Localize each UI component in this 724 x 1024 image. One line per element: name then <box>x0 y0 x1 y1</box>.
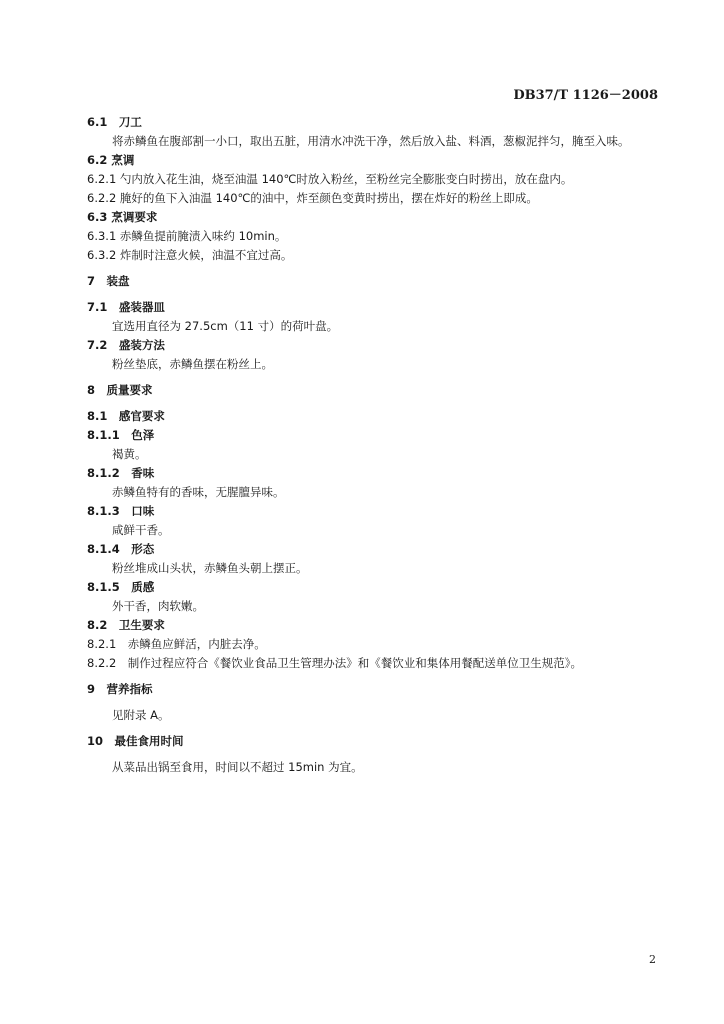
chapter-heading: 9 营养指标 <box>87 682 153 696</box>
section-heading: 8.1.4 形态 <box>87 542 155 556</box>
clause-line: 8.2.1 赤鳞鱼应鲜活，内脏去净。 <box>87 637 266 651</box>
clause-line: 6.3.1 赤鳞鱼提前腌渍入味约 10min。 <box>87 229 287 243</box>
page-number: 2 <box>649 953 656 966</box>
section-heading: 6.3 烹调要求 <box>87 210 158 224</box>
clause-line: 6.3.2 炸制时注意火候，油温不宜过高。 <box>87 248 293 262</box>
clause-line: 8.2.2 制作过程应符合《餐饮业食品卫生管理办法》和《餐饮业和集体用餐配送单位卫生规范》。 <box>87 656 583 670</box>
body-paragraph: 将赤鳞鱼在腹部割一小口，取出五脏，用清水冲洗干净，然后放入盐、料酒，葱椒泥拌匀，腌至入味。 <box>112 134 630 148</box>
clause-line: 6.2.2 腌好的鱼下入油温 140℃的油中，炸至颜色变黄时捞出，摆在炸好的粉丝上即成。 <box>87 191 538 205</box>
body-text: 粉丝堆成山头状，赤鳞鱼头朝上摆正。 <box>112 561 308 575</box>
document-body <box>87 113 672 777</box>
clause-line: 6.2.1 勺内放入花生油，烧至油温 140℃时放入粉丝，至粉丝完全膨胀变白时捞出，放在盘内。 <box>87 172 573 186</box>
section-heading: 7.1 盛装器皿 <box>87 300 165 314</box>
section-heading: 8.1.2 香味 <box>87 466 155 480</box>
chapter-heading: 7 装盘 <box>87 274 130 288</box>
body-text: 外干香，肉软嫩。 <box>112 599 204 613</box>
body-text: 从菜品出锅至食用，时间以不超过 15min 为宜。 <box>112 760 363 774</box>
section-heading: 8.1 感官要求 <box>87 409 165 423</box>
body-text: 褐黄。 <box>112 447 147 461</box>
section-heading: 6.1 刀工 <box>87 115 142 129</box>
body-text: 咸鲜干香。 <box>112 523 170 537</box>
section-heading: 8.2 卫生要求 <box>87 618 165 632</box>
body-text: 赤鳞鱼特有的香味，无腥膻异味。 <box>112 485 285 499</box>
section-heading: 7.2 盛装方法 <box>87 338 165 352</box>
body-text: 宜选用直径为 27.5cm（11 寸）的荷叶盘。 <box>112 319 339 333</box>
document-number: DB37/T 1126－2008 <box>513 88 658 103</box>
chapter-heading: 10 最佳食用时间 <box>87 734 184 748</box>
section-heading: 6.2 烹调 <box>87 153 135 167</box>
section-heading: 8.1.1 色泽 <box>87 428 155 442</box>
chapter-heading: 8 质量要求 <box>87 383 153 397</box>
body-text: 粉丝垫底，赤鳞鱼摆在粉丝上。 <box>112 357 273 371</box>
section-heading: 8.1.5 质感 <box>87 580 155 594</box>
body-text: 见附录 A。 <box>112 708 170 722</box>
section-heading: 8.1.3 口味 <box>87 504 155 518</box>
